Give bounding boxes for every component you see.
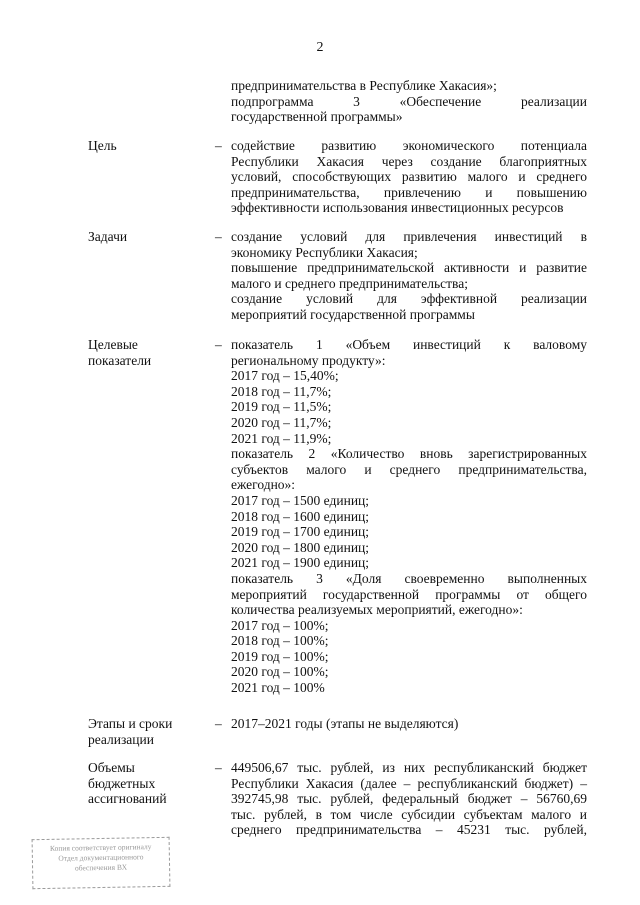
- text-line: 2020 год – 1800 единиц;: [231, 539, 370, 555]
- dash: –: [215, 760, 222, 775]
- text-line: среднего предпринимательства – 45231 тыс. рублей,: [231, 822, 587, 838]
- text-line: 2018 год – 100%;: [231, 633, 329, 649]
- dash: –: [215, 716, 222, 731]
- text-line: количества реализуемых мероприятий, ежегодно»:: [231, 602, 523, 618]
- section-content: [231, 760, 587, 838]
- section-label: Этапы и сроки реализации: [88, 716, 173, 747]
- text-line: предпринимательства в Республике Хакасия»;: [231, 78, 497, 93]
- text-line: 2017–2021 годы (этапы не выделяются): [231, 716, 459, 731]
- text-line: 2021 год – 100%: [231, 680, 325, 696]
- text-line: государственной программы»: [231, 109, 403, 125]
- intro-text: [231, 78, 587, 125]
- page-number: 2: [316, 40, 324, 55]
- text-line: экономику Республики Хакасия;: [231, 244, 418, 260]
- text-line: 2017 год – 1500 единиц;: [231, 492, 370, 508]
- text-line: показатель 3 «Доля своевременно выполненных: [231, 570, 587, 586]
- section-content: [231, 716, 587, 732]
- text-line: повышение предпринимательской активности и развитие: [231, 260, 587, 276]
- text-line: условий, способствующих развитию малого и среднего: [231, 169, 587, 185]
- text-line: создание условий для привлечения инвестиций в: [231, 229, 587, 244]
- section-content: [231, 138, 587, 216]
- text-line: 2020 год – 11,7%;: [231, 414, 332, 430]
- text-line: ежегодно»:: [231, 477, 296, 493]
- text-line: 2021 год – 11,9%;: [231, 430, 332, 446]
- text-line: предпринимательства, привлечению и повышению: [231, 184, 587, 200]
- text-line: эффективности использования инвестиционных ресурсов: [231, 200, 564, 216]
- section-content: [231, 229, 587, 323]
- text-line: создание условий для эффективной реализации: [231, 291, 587, 307]
- text-line: 2020 год – 100%;: [231, 664, 329, 680]
- dash: –: [215, 229, 222, 244]
- text-line: Республики Хакасия (далее – республиканский бюджет) –: [231, 775, 587, 791]
- text-line: показатель 1 «Объем инвестиций к валовому: [231, 337, 587, 352]
- section-label: Задачи: [88, 229, 128, 244]
- text-line: Республики Хакасия через создание благоприятных: [231, 153, 587, 169]
- copy-stamp: Копия соответствует оригиналу Отдел документационного обеспечения ВХ: [32, 837, 171, 889]
- dash: –: [215, 138, 222, 153]
- text-line: субъектов малого и среднего предпринимательства,: [231, 461, 587, 477]
- text-line: тыс. рублей, в том числе субсидии субъектам малого и: [231, 806, 587, 822]
- section-label: Объемы бюджетных ассигнований: [88, 760, 167, 807]
- text-line: 2019 год – 100%;: [231, 648, 329, 664]
- section-label: Цель: [88, 138, 117, 153]
- text-line: 2018 год – 1600 единиц;: [231, 508, 370, 524]
- section-content: [231, 337, 587, 696]
- text-line: 2019 год – 1700 единиц;: [231, 524, 370, 540]
- section-label: Целевые показатели: [88, 337, 152, 368]
- dash: –: [215, 337, 222, 352]
- text-line: мероприятий государственной программы от общего: [231, 586, 587, 602]
- text-line: 449506,67 тыс. рублей, из них республиканский бюджет: [231, 760, 587, 775]
- text-line: 392745,98 тыс. рублей, федеральный бюджет – 56760,69: [231, 791, 587, 807]
- text-line: 2019 год – 11,5%;: [231, 399, 332, 415]
- text-line: показатель 2 «Количество вновь зарегистрированных: [231, 446, 587, 462]
- text-line: подпрограмма 3 «Обеспечение реализации: [231, 93, 587, 109]
- text-line: 2021 год – 1900 единиц;: [231, 555, 370, 571]
- text-line: 2018 год – 11,7%;: [231, 383, 332, 399]
- text-line: мероприятий государственной программы: [231, 306, 475, 322]
- text-line: 2017 год – 15,40%;: [231, 368, 339, 384]
- text-line: содействие развитию экономического потенциала: [231, 138, 587, 153]
- text-line: малого и среднего предпринимательства;: [231, 275, 468, 291]
- text-line: региональному продукту»:: [231, 352, 386, 368]
- text-line: 2017 год – 100%;: [231, 617, 329, 633]
